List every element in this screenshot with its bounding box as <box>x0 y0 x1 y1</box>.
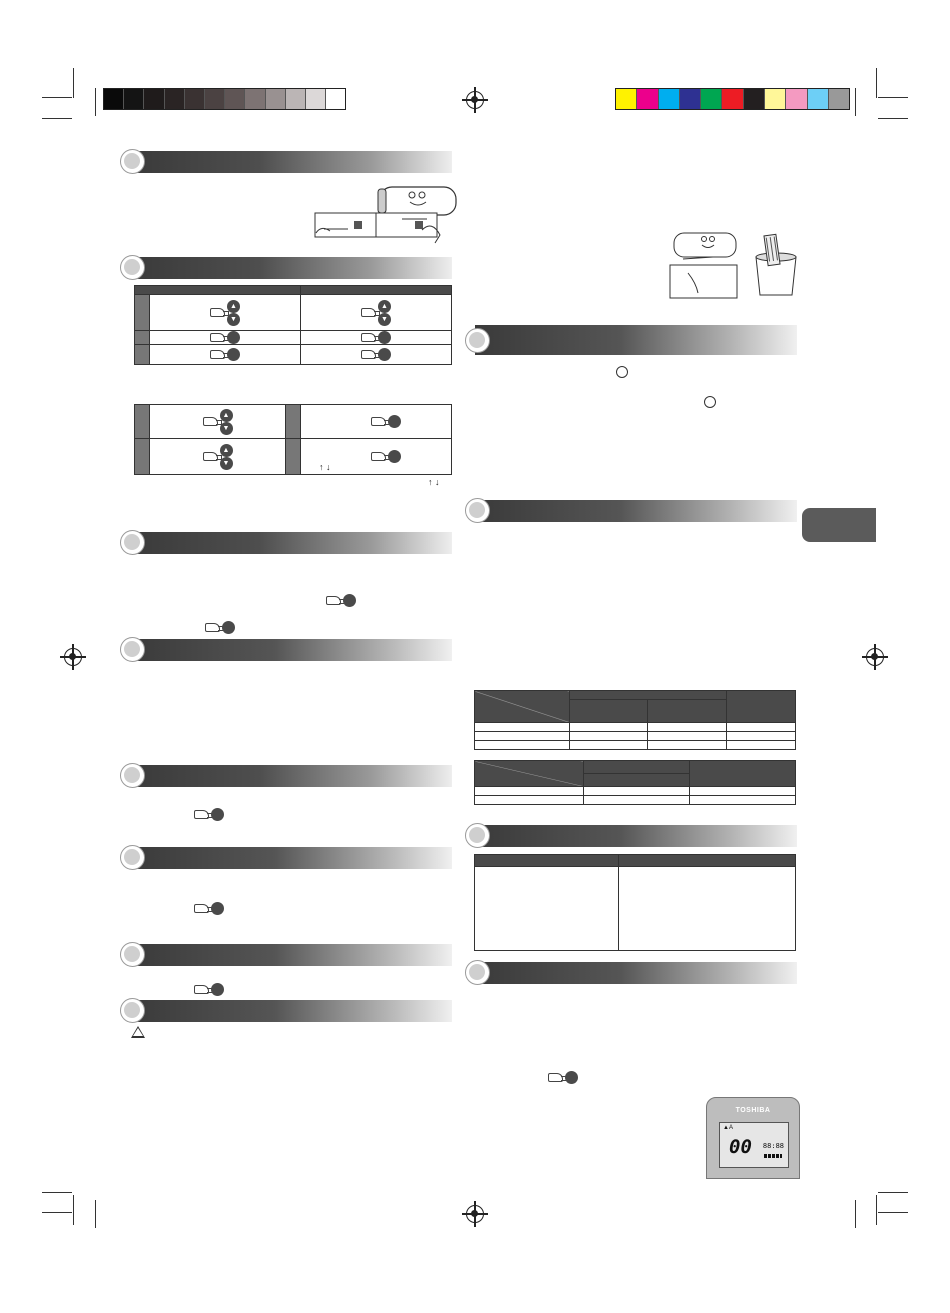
button-icon <box>211 983 224 996</box>
color-swatch <box>829 89 849 109</box>
remote-control-display <box>706 1097 800 1179</box>
inline-button-reference <box>194 900 224 918</box>
registration-mark <box>866 648 884 666</box>
inline-button-reference <box>548 1069 578 1087</box>
color-swatch <box>245 89 265 109</box>
operating-range-table <box>474 690 796 750</box>
color-swatch <box>225 89 245 109</box>
color-swatch <box>306 89 326 109</box>
section-header <box>120 639 452 661</box>
down-button-icon: ▼ <box>220 457 233 470</box>
chapter-tab <box>802 508 876 542</box>
section-header <box>465 500 797 522</box>
section-header <box>465 825 797 847</box>
lcd-main-digits: 00 <box>729 1136 752 1158</box>
arrow-note: ↑ ↓ <box>428 477 440 487</box>
crop-mark <box>878 97 908 98</box>
registration-mark <box>466 91 484 109</box>
crop-mark <box>42 1192 72 1193</box>
crop-mark <box>876 68 877 98</box>
timer-icon <box>704 396 716 408</box>
color-swatch <box>808 89 829 109</box>
color-swatch <box>286 89 306 109</box>
down-button-icon: ▼ <box>220 422 233 435</box>
signal-bars-icon <box>764 1154 782 1158</box>
up-button-icon: ▲ <box>220 444 233 457</box>
section-header <box>120 532 452 554</box>
troubleshooting-table <box>474 854 796 951</box>
mode-indicator: ▲A <box>723 1125 733 1131</box>
warning-icon <box>131 1026 145 1038</box>
section-header <box>120 765 452 787</box>
color-swatch <box>185 89 205 109</box>
color-swatch <box>744 89 765 109</box>
program-timer-table <box>134 404 452 475</box>
button-icon <box>343 594 356 607</box>
crop-mark <box>95 1200 96 1228</box>
crop-mark <box>73 68 74 98</box>
color-swatch <box>722 89 743 109</box>
remote-lcd <box>719 1122 789 1168</box>
button-icon <box>211 808 224 821</box>
color-swatch <box>701 89 722 109</box>
crop-mark <box>855 1200 856 1228</box>
crop-mark <box>855 88 856 116</box>
button-icon <box>565 1071 578 1084</box>
down-button-icon: ▼ <box>378 313 391 326</box>
color-swatch <box>144 89 164 109</box>
registration-mark <box>466 1205 484 1223</box>
arrow-note: ↑ ↓ <box>319 462 331 472</box>
indoor-unit-illustration <box>312 185 457 245</box>
section-header <box>120 1000 452 1022</box>
operating-range-table-2 <box>474 760 796 805</box>
registration-mark <box>64 648 82 666</box>
crop-mark <box>42 1212 72 1213</box>
color-swatch <box>165 89 185 109</box>
button-icon <box>227 331 240 344</box>
color-swatch <box>616 89 637 109</box>
color-swatch <box>104 89 124 109</box>
timer-setting-table <box>134 285 452 365</box>
crop-mark <box>878 118 908 119</box>
remote-brand: TOSHIBA <box>735 1107 771 1114</box>
crop-mark <box>878 1192 908 1193</box>
inline-button-reference <box>194 806 224 824</box>
color-swatch <box>680 89 701 109</box>
grayscale-color-bar <box>103 88 346 110</box>
filter-cleaning-illustration <box>668 225 808 300</box>
down-button-icon: ▼ <box>227 313 240 326</box>
button-icon <box>211 902 224 915</box>
color-swatch <box>205 89 225 109</box>
lcd-side-digits: 88:88 <box>762 1142 784 1150</box>
button-icon <box>378 348 391 361</box>
crop-mark <box>42 118 72 119</box>
color-swatch <box>124 89 144 109</box>
button-icon <box>227 348 240 361</box>
color-swatch <box>659 89 680 109</box>
crop-mark <box>42 97 72 98</box>
crop-mark <box>878 1212 908 1213</box>
up-button-icon: ▲ <box>378 300 391 313</box>
color-swatch <box>637 89 658 109</box>
timer-icon <box>616 366 628 378</box>
inline-button-reference <box>194 981 224 999</box>
section-header <box>465 962 797 984</box>
crop-mark <box>73 1195 74 1225</box>
button-icon <box>378 331 391 344</box>
up-button-icon: ▲ <box>227 300 240 313</box>
color-swatch <box>326 89 345 109</box>
color-swatch <box>786 89 807 109</box>
crop-mark <box>876 1195 877 1225</box>
up-button-icon: ▲ <box>220 409 233 422</box>
section-header <box>120 944 452 966</box>
button-icon <box>388 415 401 428</box>
crop-mark <box>95 88 96 116</box>
button-icon <box>222 621 235 634</box>
process-color-bar <box>615 88 850 110</box>
color-swatch <box>765 89 786 109</box>
section-header <box>120 847 452 869</box>
button-icon <box>388 450 401 463</box>
inline-button-reference <box>326 592 356 610</box>
section-header <box>120 151 452 173</box>
color-swatch <box>266 89 286 109</box>
section-header <box>465 325 797 355</box>
section-header <box>120 257 452 279</box>
inline-button-reference <box>205 619 235 637</box>
